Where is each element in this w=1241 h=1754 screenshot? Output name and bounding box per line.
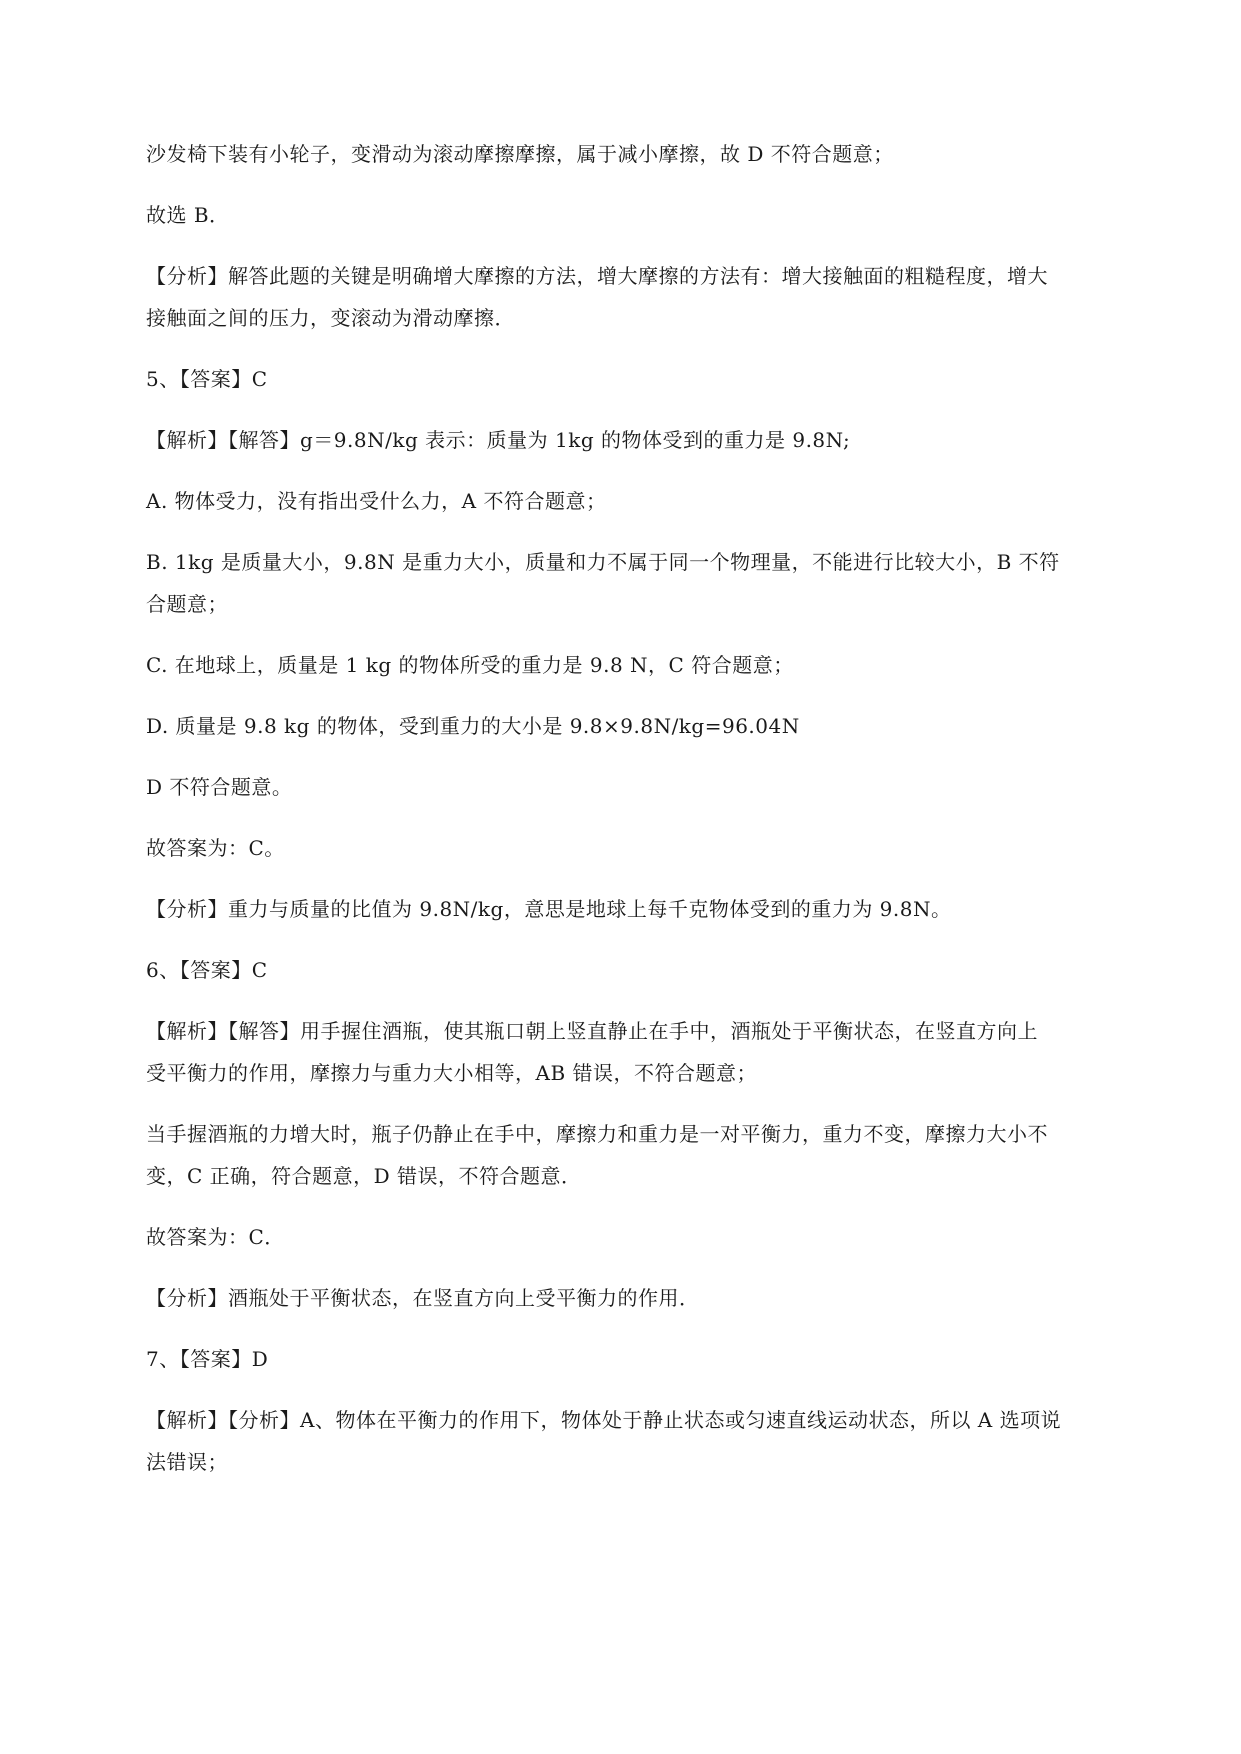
text-line: B. 1kg 是质量大小，9.8N 是重力大小，质量和力不属于同一个物理量，不能进行比较大小，B 不符 [146, 550, 1060, 574]
text-line: A. 物体受力，没有指出受什么力，A 不符合题意； [146, 489, 607, 513]
text-line: C. 在地球上，质量是 1 kg 的物体所受的重力是 9.8 N，C 符合题意； [146, 653, 794, 677]
text-line: 当手握酒瓶的力增大时，瓶子仍静止在手中，摩擦力和重力是一对平衡力，重力不变，摩擦力大小不 [146, 1122, 1048, 1146]
text-line: D. 质量是 9.8 kg 的物体，受到重力的大小是 9.8×9.8N/kg=96.04N [146, 714, 800, 738]
text-line: D 不符合题意。 [146, 775, 293, 799]
text-line: 接触面之间的压力，变滚动为滑动摩擦． [146, 306, 515, 330]
text-line: 【解析】【解答】g＝9.8N/kg 表示：质量为 1kg 的物体受到的重力是 9.8N; [146, 428, 851, 452]
text-line: 变，C 正确，符合题意，D 错误，不符合题意． [146, 1164, 582, 1188]
text-line: 沙发椅下装有小轮子，变滑动为滚动摩擦摩擦，属于减小摩擦，故 D 不符合题意； [146, 142, 894, 166]
text-line: 故答案为：C。 [146, 836, 285, 860]
text-line: 故答案为：C． [146, 1225, 285, 1249]
text-line: 【分析】酒瓶处于平衡状态，在竖直方向上受平衡力的作用． [146, 1286, 700, 1310]
text-line: 受平衡力的作用，摩擦力与重力大小相等，AB 错误，不符合题意； [146, 1061, 757, 1085]
text-line: 故选 B． [146, 203, 230, 227]
text-line: 【分析】解答此题的关键是明确增大摩擦的方法，增大摩擦的方法有：增大接触面的粗糙程度，增大 [146, 264, 1048, 288]
question-answer-5: 5、【答案】C [146, 367, 268, 391]
question-answer-7: 7、【答案】D [146, 1347, 269, 1371]
text-line: 法错误； [146, 1450, 228, 1474]
text-line: 【解析】【解答】用手握住酒瓶，使其瓶口朝上竖直静止在手中，酒瓶处于平衡状态，在竖直方向上 [146, 1019, 1038, 1043]
text-line: 【解析】【分析】A、物体在平衡力的作用下，物体处于静止状态或匀速直线运动状态，所以 A 选项说 [146, 1408, 1062, 1432]
question-answer-6: 6、【答案】C [146, 958, 268, 982]
text-line: 合题意； [146, 592, 228, 616]
text-line: 【分析】重力与质量的比值为 9.8N/kg，意思是地球上每千克物体受到的重力为 9.8N。 [146, 897, 952, 921]
